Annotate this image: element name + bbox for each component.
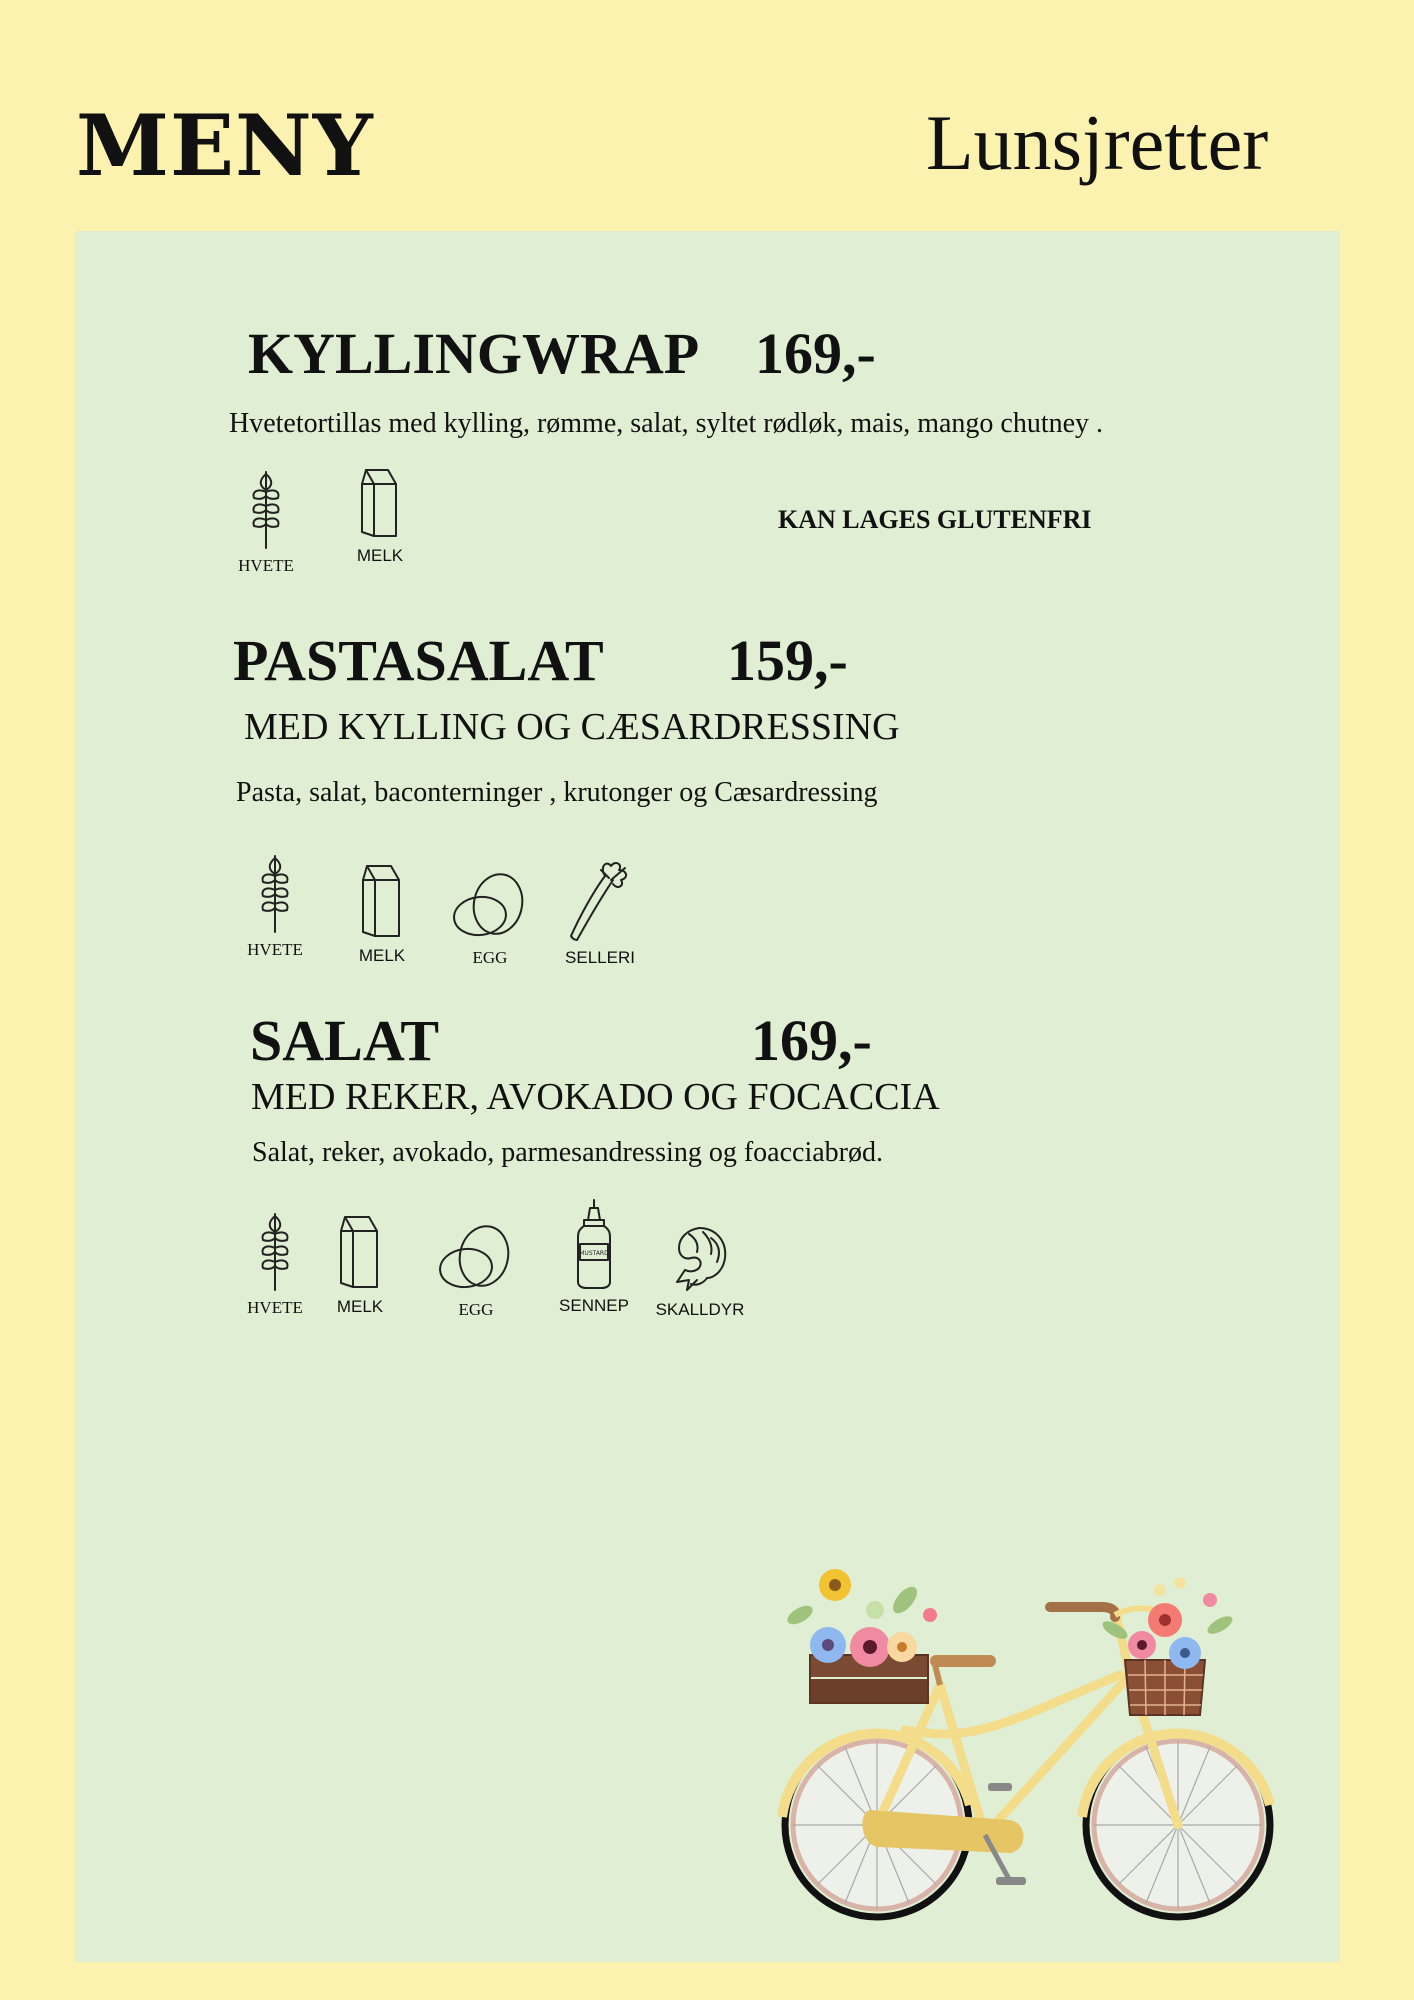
allergen-label: HVETE (247, 940, 303, 959)
allergen-egg (435, 870, 545, 968)
dish-description: Hvetetortillas med kylling, rømme, salat, syltet rødløk, mais, mango chutney . (229, 408, 1104, 439)
allergen-label: SELLERI (565, 948, 635, 967)
egg-icon (436, 1222, 516, 1294)
wheat-icon (244, 466, 288, 550)
allergen-melk (327, 862, 437, 966)
allergen-label: HVETE (238, 556, 294, 575)
milk-carton-icon (358, 466, 402, 540)
allergen-label: SENNEP (559, 1296, 629, 1315)
allergen-skalldyr (645, 1222, 755, 1320)
dish-note: KAN LAGES GLUTENFRI (778, 505, 1092, 534)
menu-title: MENY (76, 96, 374, 195)
allergen-label: EGG (472, 948, 508, 967)
allergen-label: HVETE (247, 1298, 303, 1317)
dish-price: 169,- (755, 321, 876, 386)
milk-carton-icon (359, 862, 405, 940)
menu-category-title: Lunsjretter (926, 99, 1269, 186)
bicycle-icon (770, 1555, 1290, 1925)
allergen-label: MELK (336, 1297, 384, 1316)
allergen-hvete (211, 466, 321, 576)
allergen-selleri (545, 858, 655, 968)
dish-description: Pasta, salat, baconterninger , krutonger og Cæsardressing (236, 777, 878, 808)
dish-subtitle: MED KYLLING OG CÆSARDRESSING (244, 706, 900, 748)
allergen-melk (305, 1213, 415, 1317)
allergen-label: SKALLDYR (655, 1300, 745, 1319)
wheat-icon (253, 1208, 297, 1292)
dish-name: SALAT (250, 1008, 440, 1073)
allergen-sennep (539, 1198, 649, 1316)
celery-icon (565, 858, 635, 942)
allergen-hvete (220, 850, 330, 960)
shrimp-icon (669, 1222, 731, 1294)
egg-icon (450, 870, 530, 942)
bottle-label: MUSTARD (579, 1250, 609, 1257)
bicycle-illustration (770, 1555, 1290, 1929)
allergen-label: MELK (356, 546, 404, 565)
mustard-bottle-icon (572, 1198, 616, 1290)
dish-description: Salat, reker, avokado, parmesandressing og foacciabrød. (252, 1137, 883, 1168)
allergen-melk (325, 466, 435, 566)
dish-name: PASTASALAT (233, 628, 604, 693)
allergen-label: EGG (458, 1300, 494, 1319)
wheat-icon (253, 850, 297, 934)
allergen-label: MELK (358, 946, 406, 965)
dish-subtitle: MED REKER, AVOKADO OG FOCACCIA (251, 1076, 940, 1118)
milk-carton-icon (337, 1213, 383, 1291)
dish-name: KYLLINGWRAP (248, 321, 700, 386)
dish-price: 159,- (727, 628, 848, 693)
allergen-egg (421, 1222, 531, 1320)
dish-price: 169,- (751, 1008, 872, 1073)
